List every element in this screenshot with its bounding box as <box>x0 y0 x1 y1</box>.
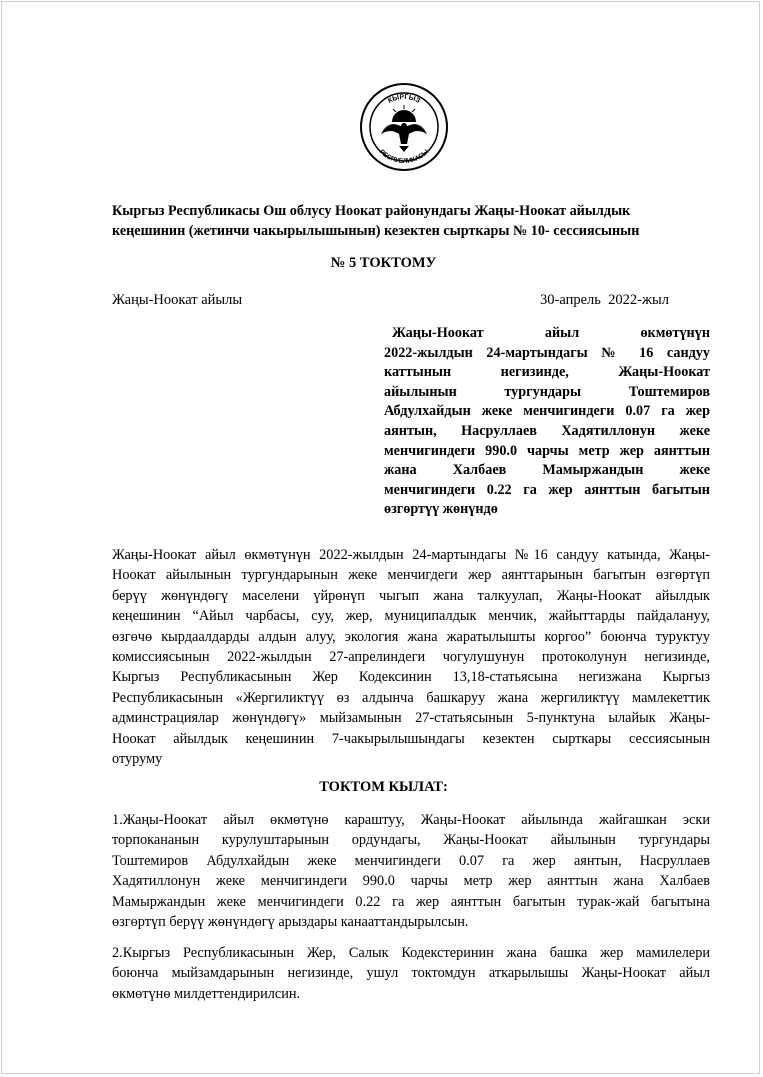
place-of-issue: Жаңы-Ноокат айылы <box>112 292 243 308</box>
resolution-item-1 <box>112 810 710 932</box>
preamble-line: комиссиясынын 2022-жылдын 27-апрелиндеги чогулушунун протоколунун негизинде, <box>112 649 710 666</box>
subject-line: аянтын, Насруллаев Хадятиллонун жеке <box>384 422 710 439</box>
emblem-top-text: КЫРГЫЗ <box>386 93 422 105</box>
header-line: Кыргыз Республикасы Ош облусу Ноокат районундагы Жаңы-Ноокат айылдык <box>112 203 631 219</box>
subject-line: менчигиндеги 0.22 га жер аянттын багытын <box>384 481 710 498</box>
item-line: 1.Жаңы-Ноокат айыл өкмөтүнө караштуу, Жаңы-Ноокат айылында жайгашкан эски <box>112 812 710 828</box>
preamble-line: Жаңы-Ноокат айыл өкмөтүнүн 2022-жылдын 24-мартындагы №16 сандуу катында, Жаңы- <box>112 547 710 563</box>
preamble-line: кеңешинин “Айыл чарбасы, суу, жер, муниципалдык менчик, жайыттарды пайдалануу, <box>112 608 710 625</box>
preamble-line: отуруму <box>112 751 163 768</box>
preamble-line: админстрациялар жөнүндөгү» мыйзамынын 27-статьясынын 5-пунктуна ылайык Жаңы- <box>112 710 710 727</box>
state-emblem <box>359 82 449 172</box>
item-line: өзгөртүп берүү жөнүндөгү арыздары канааттандырылсын. <box>112 914 469 931</box>
subject-line: менчигиндеги 990.0 чарчы метр жер аянттын <box>384 442 710 459</box>
subject-line: каттынын негизинде, Жаңы-Ноокат <box>384 364 710 381</box>
decree-date: 30-апрель 2022-жыл <box>540 292 669 308</box>
subject-line: айылынын тургундары Тоштемиров <box>384 383 710 400</box>
item-line: Тоштемиров Абдулхайдын жеке менчигиндеги 0.07 га жер аянтын, Насруллаев <box>112 852 710 869</box>
preamble-line: Ноокат айылынын тургундарынын жеке менчигдеги жер аянттарынын багытын өзгөртүп <box>112 567 710 584</box>
item-line: Мамыржандын жеке менчигиндеги 0.22 га жер аянттын багытын турак-жай багытына <box>112 893 710 910</box>
preamble-line: өзгөчө кырдаалдарды алдын алуу, экология жана жаратылышты коргоо” боюнча туруктуу <box>112 628 710 645</box>
subject-line: өзгөртүү жөнүндө <box>384 501 498 518</box>
preamble-line: Республикасынын «Жергиликтүү өз алдынча башкаруу жана жергиликтүү мамлекеттик <box>112 689 710 706</box>
item-line: 2.Кыргыз Республикасынын Жер, Салык Кодекстеринин жана башка жер мамилелери <box>112 945 710 961</box>
item-line: торпокананын курулуштарынын ордундагы, Жаңы-Ноокат айылынын тургундары <box>112 832 710 849</box>
item-line: боюнча мыйзамдарынын негизинде, ушул токтомдун аткарылышы Жаңы-Ноокат айыл <box>112 965 710 982</box>
header-line: кеңешинин (жетинчи чакырылышынын) кезектен сырткары № 10- сессиясынын <box>112 223 640 239</box>
emblem-bottom-text: РЕСПУБЛИКАСЫ <box>377 148 431 166</box>
resolution-item-2 <box>112 943 710 1004</box>
document-page <box>1 1 760 1074</box>
resolves-title: ТОКТОМ КЫЛАТ: <box>319 779 448 795</box>
subject-line: 2022-жылдын 24-мартындагы № 16 сандуу <box>384 344 710 361</box>
preamble-line: Ноокат айылдык кеңешинин 7-чакырылышындагы кезектен сырткары сессиясынын <box>112 730 710 747</box>
preamble-line: берүү жөнүндөгү маселени үйрөнүп чыгып жана талкуулап, Жаңы-Ноокат айылдык <box>112 587 710 604</box>
decree-subject <box>384 324 710 520</box>
subject-line: Жаңы-Ноокат айыл өкмөтүнүн <box>392 325 710 341</box>
preamble-line: Кыргыз Республикасынын Жер Кодексинин 13,18-статьясына негизжана Кыргыз <box>112 669 710 686</box>
preamble-paragraph <box>112 545 710 769</box>
falcon-icon <box>381 105 427 152</box>
item-line: өкмөтүнө милдеттендирилсин. <box>112 985 301 1002</box>
subject-line: Абдулхайдын жеке менчигиндеги 0.07 га жер <box>384 403 710 420</box>
decree-title: № 5 ТОКТОМУ <box>330 255 437 271</box>
document-header <box>112 201 710 241</box>
subject-line: жана Халбаев Мамыржандын жеке <box>384 462 710 479</box>
item-line: Хадятиллонун жеке менчигиндеги 990.0 чарчы метр жер аянттын жана Халбаев <box>112 873 710 890</box>
